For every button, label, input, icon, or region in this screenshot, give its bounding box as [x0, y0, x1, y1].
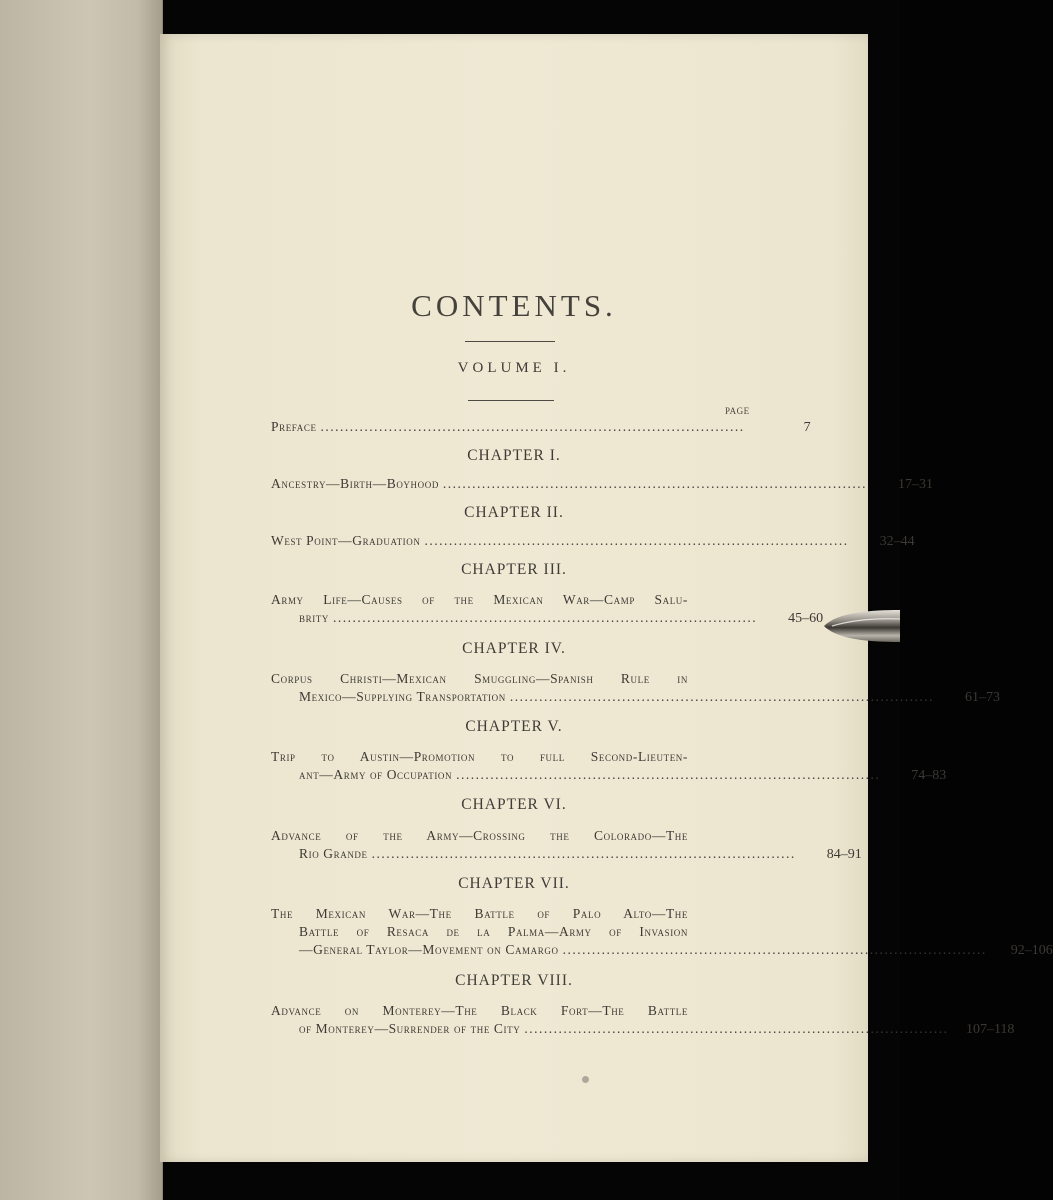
- entry-text: Advance on Monterey—The Black Fort—The Battle: [271, 1003, 688, 1018]
- left-page-edge: [0, 0, 163, 1200]
- entry-text: West Point—Graduation: [271, 533, 421, 548]
- title-rule: [465, 341, 555, 342]
- entry-text: Ancestry—Birth—Boyhood: [271, 476, 439, 491]
- page-range: 32–44: [879, 534, 915, 549]
- entry-text: Army Life—Causes of the Mexican War—Camp Salu-: [271, 592, 688, 607]
- entry-text: Preface: [271, 419, 317, 434]
- page-number: 7: [803, 420, 811, 435]
- entry-text: Trip to Austin—Promotion to full Second-Lieuten-: [271, 749, 688, 764]
- entry-text-continued: —General Taylor—Movement on Camargo: [299, 942, 559, 957]
- toc-entry-preface: [271, 418, 811, 436]
- leader-dots: .......................................................................................: [424, 533, 849, 548]
- chapter-heading: CHAPTER III.: [461, 561, 567, 578]
- chapter-heading: CHAPTER VII.: [458, 875, 570, 892]
- page-title: CONTENTS.: [411, 288, 617, 323]
- chapter-heading: CHAPTER II.: [464, 504, 564, 521]
- chapter-heading: CHAPTER VIII.: [455, 972, 573, 989]
- toc-entry-chapter-3: [271, 591, 824, 627]
- volume-heading: VOLUME I.: [457, 360, 571, 376]
- entry-text-continued: ant—Army of Occupation: [299, 767, 453, 782]
- entry-text-continued: Rio Grande: [299, 846, 368, 861]
- page-column-label: PAGE: [725, 406, 750, 416]
- leader-dots: .......................................................................................: [509, 689, 934, 704]
- leader-dots: .......................................................................................: [333, 610, 758, 625]
- entry-text: Corpus Christi—Mexican Smuggling—Spanish Rule in: [271, 671, 688, 686]
- leader-dots: .......................................................................................: [562, 942, 987, 957]
- entry-text: The Mexican War—The Battle of Palo Alto—The: [271, 906, 688, 921]
- page-range: 92–106: [1010, 943, 1053, 958]
- page-range: 107–118: [965, 1022, 1015, 1037]
- entry-text-continued: Battle of Resaca de la Palma—Army of Invasion: [299, 924, 688, 939]
- toc-entry-chapter-7: [271, 905, 1053, 959]
- toc-entry-chapter-6: [271, 827, 862, 863]
- contents-page: [160, 34, 1053, 1162]
- leader-dots: .......................................................................................: [456, 767, 881, 782]
- page-range: 74–83: [911, 768, 947, 783]
- chapter-heading: CHAPTER VI.: [461, 796, 567, 813]
- page-range: 17–31: [898, 477, 934, 492]
- toc-entry-chapter-1: [271, 475, 934, 493]
- toc-entry-chapter-2: [271, 532, 915, 550]
- toc-entry-chapter-8: [271, 1002, 1015, 1038]
- leader-dots: .......................................................................................: [371, 846, 796, 861]
- paper-spot: [582, 1076, 589, 1083]
- page-range: 61–73: [964, 690, 1000, 705]
- chapter-heading: CHAPTER I.: [467, 447, 561, 464]
- toc-entry-chapter-5: [271, 748, 947, 784]
- chapter-heading: CHAPTER IV.: [462, 640, 566, 657]
- leader-dots: .......................................................................................: [320, 419, 745, 434]
- page-range: 84–91: [826, 847, 862, 862]
- entry-text-continued: Mexico—Supplying Transportation: [299, 689, 506, 704]
- volume-rule: [468, 400, 554, 401]
- chapter-heading: CHAPTER V.: [465, 718, 563, 735]
- entry-text: Advance of the Army—Crossing the Colorado—The: [271, 828, 688, 843]
- leader-dots: .......................................................................................: [442, 476, 868, 491]
- bookmark-tab: [822, 608, 900, 644]
- entry-text-continued: brity: [299, 610, 329, 625]
- entry-text-continued: of Monterey—Surrender of the City: [299, 1021, 521, 1036]
- page-range: 45–60: [788, 611, 824, 626]
- toc-entry-chapter-4: [271, 670, 1000, 706]
- leader-dots: .......................................................................................: [524, 1021, 949, 1036]
